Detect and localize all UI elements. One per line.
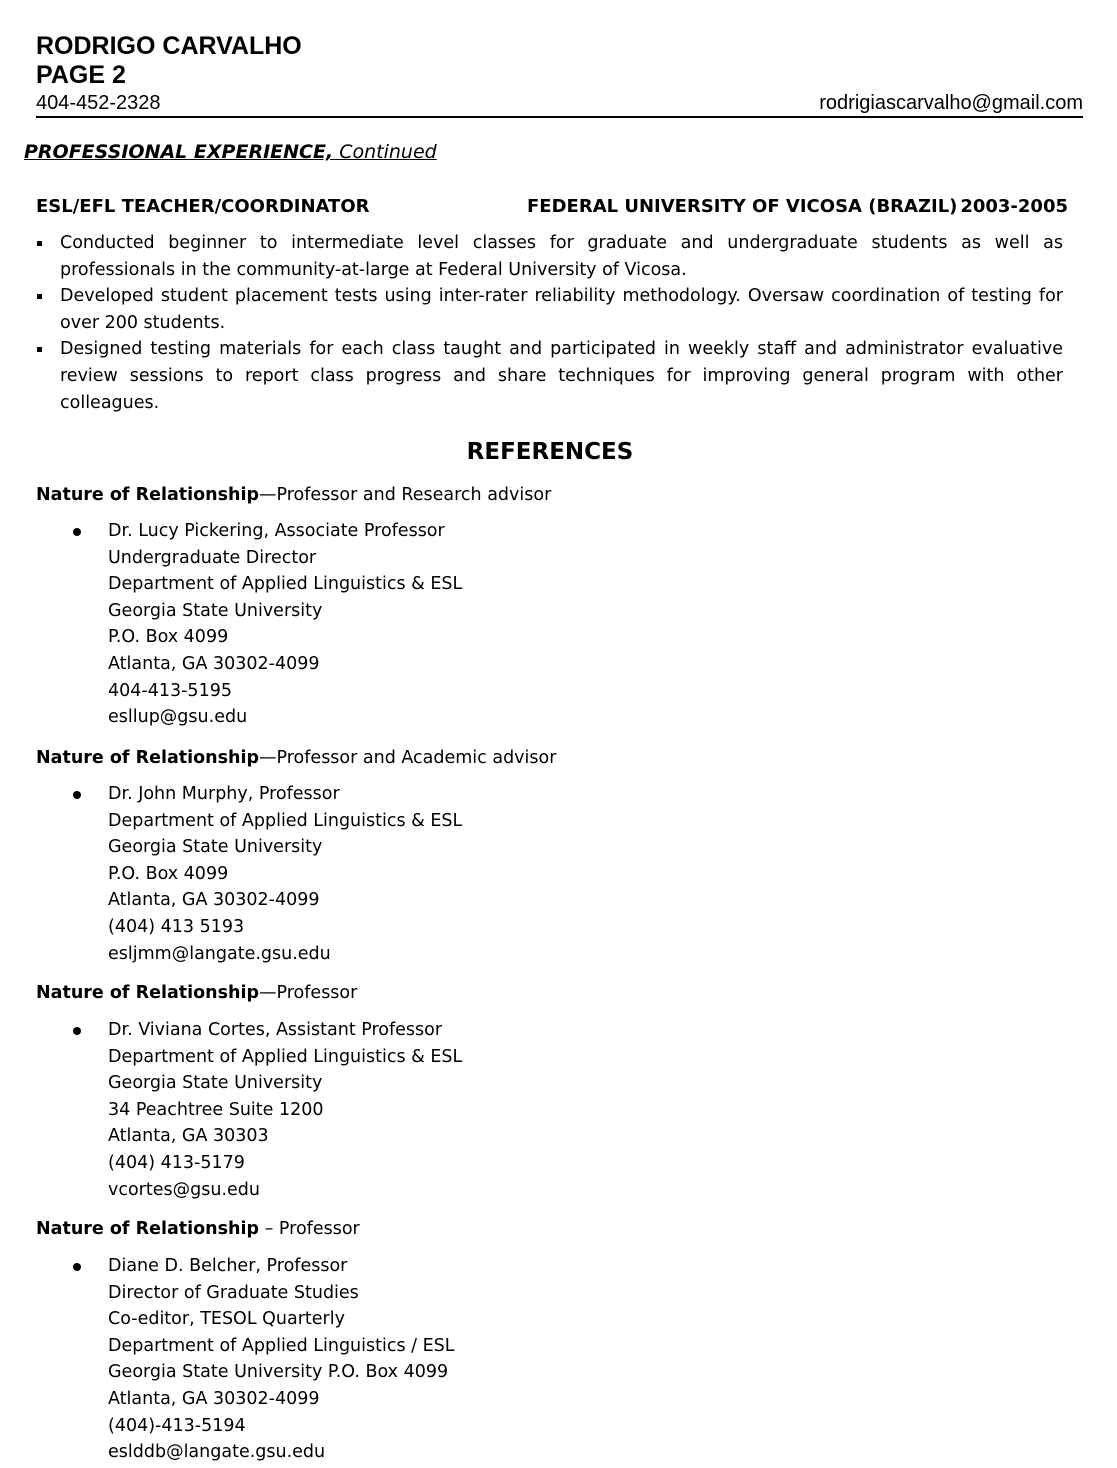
job-role: ESL/EFL TEACHER/COORDINATOR	[36, 196, 370, 217]
job-heading	[36, 194, 1068, 220]
reference-line: Director of Graduate Studies	[108, 1282, 359, 1303]
square-bullet-icon	[37, 294, 42, 299]
round-bullet-icon	[73, 1263, 81, 1271]
reference-entry	[108, 1017, 462, 1203]
job-employer: FEDERAL UNIVERSITY OF VICOSA (BRAZIL)	[527, 196, 958, 217]
job-duties-list	[36, 230, 1063, 416]
relationship-line	[36, 482, 551, 508]
relationship-label: Nature of Relationship	[36, 485, 259, 505]
reference-line: 404-413-5195	[108, 680, 232, 701]
relationship-value: Professor and Academic advisor	[276, 748, 557, 768]
square-bullet-icon	[37, 241, 42, 246]
reference-line: P.O. Box 4099	[108, 863, 229, 884]
reference-line: Atlanta, GA 30302-4099	[108, 1388, 320, 1409]
email-address: rodrigiascarvalho@gmail.com	[819, 92, 1083, 114]
reference-line: Co-editor, TESOL Quarterly	[108, 1309, 345, 1330]
reference-line: Georgia State University	[108, 600, 323, 621]
reference-line: Department of Applied Linguistics & ESL	[108, 574, 463, 595]
reference-entry	[108, 518, 462, 731]
relationship-label: Nature of Relationship	[36, 748, 259, 768]
phone-number: 404-452-2328	[36, 92, 161, 114]
reference-line: Department of Applied Linguistics & ESL	[108, 1046, 463, 1067]
relationship-value: Professor and Research advisor	[276, 485, 552, 505]
relationship-line	[36, 1216, 360, 1242]
reference-line: (404)-413-5194	[108, 1415, 246, 1436]
relationship-value: Professor	[278, 1219, 360, 1239]
references-title: REFERENCES	[466, 439, 634, 465]
reference-line: Undergraduate Director	[108, 547, 317, 568]
relationship-value: Professor	[276, 983, 358, 1003]
experience-section-title	[24, 141, 437, 163]
reference-line: Georgia State University	[108, 1073, 323, 1094]
reference-line: Dr. John Murphy, Professor	[108, 784, 340, 804]
relationship-line	[36, 745, 556, 771]
reference-line: Department of Applied Linguistics / ESL	[108, 1335, 455, 1356]
reference-line: Department of Applied Linguistics & ESL	[108, 810, 463, 831]
experience-title-suffix: Continued	[333, 141, 437, 163]
reference-entry	[108, 781, 462, 967]
reference-email: vcortes@gsu.edu	[108, 1179, 260, 1200]
job-dates: 2003-2005	[960, 196, 1068, 217]
reference-email: esllup@gsu.edu	[108, 707, 248, 728]
reference-line: 34 Peachtree Suite 1200	[108, 1099, 324, 1120]
reference-line: (404) 413-5179	[108, 1152, 245, 1173]
relationship-separator: –	[259, 1219, 279, 1239]
duty-item	[36, 230, 1063, 283]
relationship-line	[36, 980, 357, 1006]
round-bullet-icon	[73, 791, 81, 799]
candidate-name: RODRIGO CARVALHO	[36, 32, 302, 60]
reference-line: Dr. Lucy Pickering, Associate Professor	[108, 521, 445, 541]
reference-line: Atlanta, GA 30303	[108, 1126, 269, 1147]
reference-line: (404) 413 5193	[108, 916, 245, 937]
reference-line: Dr. Viviana Cortes, Assistant Professor	[108, 1020, 443, 1040]
square-bullet-icon	[37, 347, 42, 352]
reference-entry	[108, 1253, 455, 1466]
reference-line: P.O. Box 4099	[108, 627, 229, 648]
relationship-separator: —	[259, 485, 277, 505]
duty-item	[36, 336, 1063, 416]
reference-line: Atlanta, GA 30302-4099	[108, 653, 320, 674]
reference-line: Atlanta, GA 30302-4099	[108, 890, 320, 911]
round-bullet-icon	[73, 1027, 81, 1035]
reference-email: esljmm@langate.gsu.edu	[108, 943, 331, 964]
reference-line: Georgia State University P.O. Box 4099	[108, 1362, 449, 1383]
reference-line: Georgia State University	[108, 837, 323, 858]
relationship-label: Nature of Relationship	[36, 983, 259, 1003]
duty-text: Conducted beginner to intermediate level classes for graduate and undergraduate students as well as professionals in the community-at-large at Federal University of Vicosa.	[60, 233, 1063, 280]
page-label: PAGE 2	[36, 61, 126, 89]
reference-line: Diane D. Belcher, Professor	[108, 1256, 348, 1276]
duty-text: Designed testing materials for each class taught and participated in weekly staff and administrator evaluative review sessions to report class progress and share techniques for improving general program with other colleagues.	[60, 339, 1063, 413]
duty-text: Developed student placement tests using inter-rater reliability methodology. Oversaw coordination of testing for over 200 students.	[60, 286, 1063, 333]
contact-line	[36, 90, 1083, 118]
reference-email: eslddb@langate.gsu.edu	[108, 1442, 326, 1463]
relationship-separator: —	[259, 983, 277, 1003]
resume-header	[36, 32, 1083, 118]
experience-title-main: PROFESSIONAL EXPERIENCE,	[24, 141, 334, 163]
duty-item	[36, 283, 1063, 336]
round-bullet-icon	[73, 528, 81, 536]
relationship-label: Nature of Relationship	[36, 1219, 259, 1239]
relationship-separator: —	[259, 748, 277, 768]
